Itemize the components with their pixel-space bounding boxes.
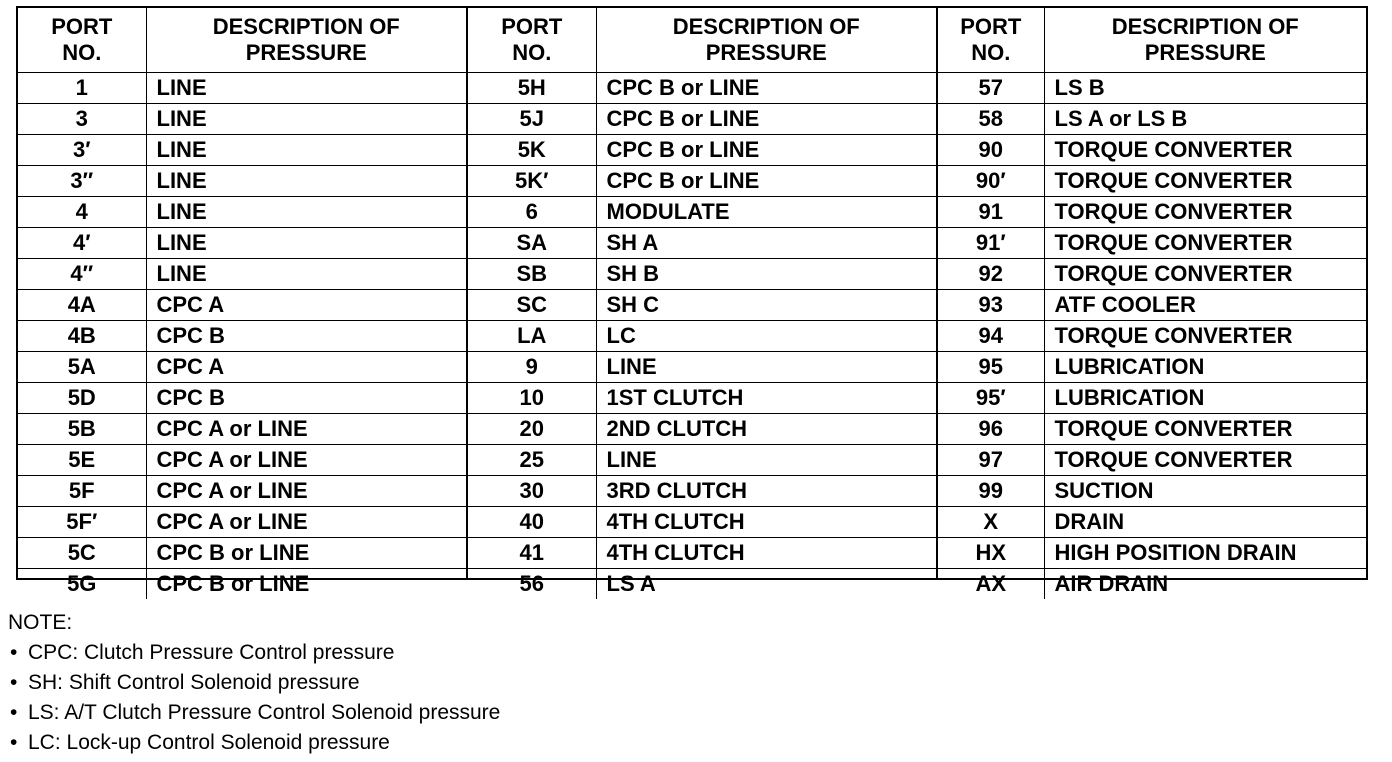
- port-number-cell: LA: [468, 321, 596, 352]
- port-number-cell: 4″: [18, 259, 146, 290]
- pressure-description-cell: LS A: [596, 569, 936, 600]
- pressure-description-cell: TORQUE CONVERTER: [1044, 445, 1366, 476]
- pressure-description-cell: SH A: [596, 228, 936, 259]
- table-row: [468, 197, 936, 228]
- table-row: [18, 228, 466, 259]
- pressure-description-cell: MODULATE: [596, 197, 936, 228]
- table-row: [468, 73, 936, 104]
- pressure-description-cell: LINE: [146, 73, 466, 104]
- note-item: [8, 728, 908, 758]
- port-number-cell: 90′: [938, 166, 1044, 197]
- note-text: CPC: Clutch Pressure Control pressure: [28, 641, 395, 664]
- pressure-description-cell: LINE: [146, 166, 466, 197]
- table-row: [938, 383, 1366, 414]
- port-number-cell: 3′: [18, 135, 146, 166]
- table-row: [468, 352, 936, 383]
- table-row: [468, 321, 936, 352]
- table-row: [18, 197, 466, 228]
- port-number-cell: SB: [468, 259, 596, 290]
- table-row: [468, 259, 936, 290]
- note-text: LS: A/T Clutch Pressure Control Solenoid pressure: [28, 701, 501, 724]
- port-number-cell: 58: [938, 104, 1044, 135]
- table-row: [938, 414, 1366, 445]
- port-number-cell: 93: [938, 290, 1044, 321]
- port-number-cell: 4: [18, 197, 146, 228]
- pressure-description-cell: 3RD CLUTCH: [596, 476, 936, 507]
- port-table-block-1: [16, 6, 468, 596]
- pressure-description-cell: LUBRICATION: [1044, 383, 1366, 414]
- port-number-cell: 30: [468, 476, 596, 507]
- bullet-icon: •: [10, 671, 18, 694]
- port-number-cell: 1: [18, 73, 146, 104]
- pressure-description-cell: CPC B or LINE: [596, 104, 936, 135]
- port-number-cell: 5A: [18, 352, 146, 383]
- port-number-cell: 20: [468, 414, 596, 445]
- note-item: [8, 698, 908, 728]
- port-number-cell: 92: [938, 259, 1044, 290]
- notes-title: NOTE:: [8, 611, 73, 634]
- description-header: DESCRIPTION OF PRESSURE: [596, 8, 936, 73]
- port-number-cell: 5H: [468, 73, 596, 104]
- table-row: [18, 135, 466, 166]
- pressure-description-cell: CPC B or LINE: [146, 538, 466, 569]
- port-number-cell: 6: [468, 197, 596, 228]
- port-number-cell: 4A: [18, 290, 146, 321]
- pressure-description-cell: CPC A: [146, 352, 466, 383]
- table-body: [938, 73, 1366, 600]
- port-number-cell: SA: [468, 228, 596, 259]
- port-number-cell: 57: [938, 73, 1044, 104]
- table-row: [468, 445, 936, 476]
- description-header: DESCRIPTION OF PRESSURE: [146, 8, 466, 73]
- pressure-description-cell: CPC A or LINE: [146, 476, 466, 507]
- table-row: [18, 352, 466, 383]
- table-row: [938, 259, 1366, 290]
- port-number-cell: 97: [938, 445, 1044, 476]
- table-row: [938, 197, 1366, 228]
- note-text: SH: Shift Control Solenoid pressure: [28, 671, 360, 694]
- pressure-description-cell: TORQUE CONVERTER: [1044, 166, 1366, 197]
- bullet-icon: •: [10, 701, 18, 724]
- table-row: [18, 538, 466, 569]
- port-table-block-2: [466, 6, 938, 596]
- pressure-description-cell: LC: [596, 321, 936, 352]
- pressure-description-cell: SH C: [596, 290, 936, 321]
- port-number-cell: HX: [938, 538, 1044, 569]
- table-row: [18, 383, 466, 414]
- note-text: LC: Lock-up Control Solenoid pressure: [28, 731, 390, 754]
- port-no-header: PORT NO.: [18, 8, 146, 73]
- port-number-cell: 5C: [18, 538, 146, 569]
- table-row: [468, 228, 936, 259]
- port-no-header: PORT NO.: [938, 8, 1044, 73]
- table-row: [18, 507, 466, 538]
- port-number-cell: 5D: [18, 383, 146, 414]
- pressure-description-cell: TORQUE CONVERTER: [1044, 321, 1366, 352]
- port-number-cell: AX: [938, 569, 1044, 600]
- port-number-cell: 10: [468, 383, 596, 414]
- port-number-cell: 94: [938, 321, 1044, 352]
- table-row: [938, 569, 1366, 600]
- port-table-1: [18, 8, 466, 599]
- pressure-description-cell: CPC A or LINE: [146, 507, 466, 538]
- pressure-description-cell: LUBRICATION: [1044, 352, 1366, 383]
- pressure-description-cell: 1ST CLUTCH: [596, 383, 936, 414]
- pressure-description-cell: CPC B or LINE: [596, 73, 936, 104]
- pressure-description-cell: LINE: [146, 135, 466, 166]
- port-number-cell: 99: [938, 476, 1044, 507]
- note-item: [8, 668, 908, 698]
- bullet-icon: •: [10, 731, 18, 754]
- port-number-cell: 5B: [18, 414, 146, 445]
- pressure-description-cell: ATF COOLER: [1044, 290, 1366, 321]
- table-header-row: [18, 8, 466, 73]
- table-row: [468, 383, 936, 414]
- table-row: [938, 538, 1366, 569]
- pressure-description-cell: CPC B or LINE: [596, 135, 936, 166]
- table-row: [938, 73, 1366, 104]
- pressure-description-cell: 4TH CLUTCH: [596, 507, 936, 538]
- port-number-cell: 91: [938, 197, 1044, 228]
- table-row: [468, 538, 936, 569]
- pressure-description-cell: LINE: [146, 104, 466, 135]
- table-row: [468, 290, 936, 321]
- port-number-cell: 5E: [18, 445, 146, 476]
- port-number-cell: 4′: [18, 228, 146, 259]
- table-header-row: [468, 8, 936, 73]
- table-row: [938, 135, 1366, 166]
- table-row: [18, 445, 466, 476]
- port-number-cell: SC: [468, 290, 596, 321]
- table-row: [938, 476, 1366, 507]
- table-row: [468, 166, 936, 197]
- pressure-description-cell: LS A or LS B: [1044, 104, 1366, 135]
- table-row: [938, 166, 1366, 197]
- port-number-cell: 41: [468, 538, 596, 569]
- notes-list: [8, 638, 908, 758]
- pressure-description-cell: 2ND CLUTCH: [596, 414, 936, 445]
- note-item: [8, 638, 908, 668]
- table-row: [18, 414, 466, 445]
- pressure-description-cell: TORQUE CONVERTER: [1044, 135, 1366, 166]
- table-row: [18, 321, 466, 352]
- pressure-description-cell: TORQUE CONVERTER: [1044, 414, 1366, 445]
- notes-section: [8, 608, 908, 758]
- pressure-description-cell: AIR DRAIN: [1044, 569, 1366, 600]
- table-row: [938, 104, 1366, 135]
- pressure-description-cell: TORQUE CONVERTER: [1044, 228, 1366, 259]
- table-row: [468, 569, 936, 600]
- pressure-description-cell: LINE: [596, 352, 936, 383]
- pressure-description-cell: CPC A or LINE: [146, 445, 466, 476]
- pressure-description-cell: SUCTION: [1044, 476, 1366, 507]
- port-number-cell: 96: [938, 414, 1044, 445]
- pressure-description-cell: LINE: [146, 259, 466, 290]
- table-row: [18, 476, 466, 507]
- table-row: [468, 135, 936, 166]
- table-row: [938, 445, 1366, 476]
- table-body: [18, 73, 466, 600]
- port-number-cell: 5J: [468, 104, 596, 135]
- port-table-2: [468, 8, 936, 599]
- pressure-description-cell: TORQUE CONVERTER: [1044, 259, 1366, 290]
- table-row: [468, 104, 936, 135]
- port-number-cell: 90: [938, 135, 1044, 166]
- port-number-cell: 9: [468, 352, 596, 383]
- table-row: [18, 259, 466, 290]
- port-number-cell: 5K′: [468, 166, 596, 197]
- table-row: [938, 507, 1366, 538]
- pressure-description-cell: LINE: [146, 197, 466, 228]
- pressure-description-cell: DRAIN: [1044, 507, 1366, 538]
- port-number-cell: 3: [18, 104, 146, 135]
- pressure-description-cell: CPC A or LINE: [146, 414, 466, 445]
- bullet-icon: •: [10, 641, 18, 664]
- port-number-cell: 5F: [18, 476, 146, 507]
- pressure-description-cell: CPC B or LINE: [146, 569, 466, 600]
- port-number-cell: 5K: [468, 135, 596, 166]
- table-row: [468, 476, 936, 507]
- pressure-description-cell: LINE: [146, 228, 466, 259]
- pressure-description-cell: LS B: [1044, 73, 1366, 104]
- port-number-cell: 91′: [938, 228, 1044, 259]
- port-table-3: [938, 8, 1366, 599]
- port-table-block-3: [936, 6, 1368, 596]
- port-number-cell: 95: [938, 352, 1044, 383]
- port-no-header: PORT NO.: [468, 8, 596, 73]
- port-number-cell: 56: [468, 569, 596, 600]
- pressure-description-cell: TORQUE CONVERTER: [1044, 197, 1366, 228]
- port-number-cell: 3″: [18, 166, 146, 197]
- port-number-cell: 5F′: [18, 507, 146, 538]
- pressure-description-cell: CPC B: [146, 383, 466, 414]
- table-row: [468, 414, 936, 445]
- table-row: [18, 569, 466, 600]
- port-number-cell: 40: [468, 507, 596, 538]
- pressure-description-cell: 4TH CLUTCH: [596, 538, 936, 569]
- pressure-description-cell: CPC B: [146, 321, 466, 352]
- pressure-description-cell: SH B: [596, 259, 936, 290]
- table-row: [18, 104, 466, 135]
- table-row: [18, 73, 466, 104]
- port-number-cell: 95′: [938, 383, 1044, 414]
- pressure-description-cell: CPC B or LINE: [596, 166, 936, 197]
- pressure-description-cell: HIGH POSITION DRAIN: [1044, 538, 1366, 569]
- pressure-description-cell: CPC A: [146, 290, 466, 321]
- port-number-cell: 25: [468, 445, 596, 476]
- table-row: [468, 507, 936, 538]
- description-header: DESCRIPTION OF PRESSURE: [1044, 8, 1366, 73]
- port-number-cell: 4B: [18, 321, 146, 352]
- table-body: [468, 73, 936, 600]
- table-row: [18, 290, 466, 321]
- pressure-description-cell: LINE: [596, 445, 936, 476]
- table-row: [938, 321, 1366, 352]
- table-row: [938, 290, 1366, 321]
- table-row: [938, 352, 1366, 383]
- port-number-cell: X: [938, 507, 1044, 538]
- table-row: [18, 166, 466, 197]
- table-row: [938, 228, 1366, 259]
- table-header-row: [938, 8, 1366, 73]
- port-number-cell: 5G: [18, 569, 146, 600]
